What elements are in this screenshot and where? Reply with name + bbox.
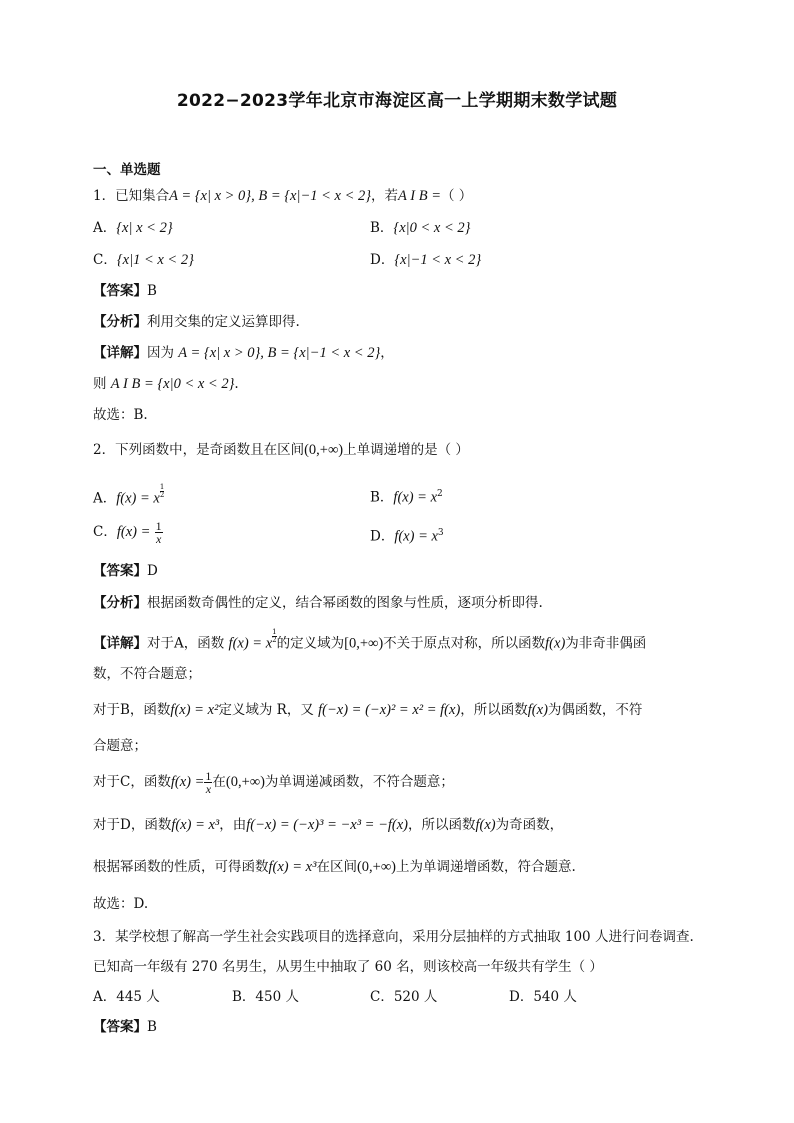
- q2-detail-line3: 对于B，函数f(x) = x²定义域为 R，又 f(−x) = (−x)² = x² = f(x)，所以函数f(x)为偶函数，不符: [93, 702, 643, 718]
- q2-stem: 2．下列函数中，是奇函数且在区间(0,+∞)上单调递增的是（ ）: [93, 442, 469, 458]
- q1-detail-line2: 则 A I B = {x|0 < x < 2}.: [93, 376, 239, 392]
- q3-option-d: D．540 人: [509, 989, 577, 1005]
- page-title: 2022−2023学年北京市海淀区高一上学期期末数学试题: [176, 91, 618, 111]
- q1-analysis: 【分析】利用交集的定义运算即得.: [93, 314, 300, 330]
- q1-conclusion: 故选：B.: [93, 407, 148, 423]
- q2-detail-line5: 对于C，函数f(x) = $\frac{1}{x}$ 在(0,+∞)为单调递减函数，不符合题意；: [93, 769, 454, 796]
- q3-stem-line2: 已知高一年级有 270 名男生，从男生中抽取了 60 名，则该校高一年级共有学生（ ）: [93, 959, 603, 975]
- q3-option-a: A．445 人: [93, 989, 160, 1005]
- q2-answer: 【答案】D: [93, 563, 158, 579]
- section-heading: 一、单选题: [93, 162, 161, 178]
- q3-option-c: C．520 人: [370, 989, 438, 1005]
- q2-detail-line1: 【详解】对于A，函数 f(x) = x $\frac{1}{2}$ 的定义域为[0,+∞)不关于原点对称，所以函数f(x)为非奇非偶函: [93, 628, 647, 652]
- q2-option-c: C．f(x) = $\frac{1}{x}$: [93, 519, 162, 546]
- q2-detail-line7: 根据幂函数的性质，可得函数f(x) = x³在区间(0,+∞)上为单调递增函数，符合题意.: [93, 859, 576, 875]
- q3-option-b: B．450 人: [232, 989, 299, 1005]
- q2-option-c-fraction: $\frac{1}{x}$: [155, 519, 162, 546]
- q2-detail-line6: 对于D，函数f(x) = x³，由f(−x) = (−x)³ = −x³ = −f(x)，所以函数f(x)为奇函数，: [93, 817, 564, 833]
- q2-conclusion: 故选：D.: [93, 896, 149, 912]
- q1-stem: 1．已知集合A = {x| x > 0}, B = {x|−1 < x < 2}，若A I B =（ ）: [93, 188, 473, 204]
- q2-option-d: D．$f(x) = x^3$: [370, 528, 444, 545]
- q2-option-b: B．$f(x) = x^2$: [370, 489, 443, 506]
- q1-detail-line1: 【详解】因为 A = {x| x > 0}, B = {x|−1 < x < 2}，: [93, 345, 394, 361]
- q2-analysis: 【分析】根据函数奇偶性的定义，结合幂函数的图象与性质，逐项分析即得.: [93, 595, 543, 611]
- q2-option-a-exponent: $\frac{1}{2}$: [159, 483, 165, 499]
- q2-detail-exponent: $\frac{1}{2}$: [272, 628, 277, 644]
- q3-answer: 【答案】B: [93, 1019, 157, 1035]
- q2-option-a: A．f(x) = x $\frac{1}{2}$: [93, 483, 165, 507]
- q1-option-d: D．{x|−1 < x < 2}: [370, 252, 482, 268]
- q1-option-b: B．{x|0 < x < 2}: [370, 220, 471, 236]
- q1-answer: 【答案】B: [93, 283, 157, 299]
- q1-option-a: A．{x| x < 2}: [93, 220, 173, 236]
- q2-detail-fraction: $\frac{1}{x}$: [205, 769, 212, 796]
- q2-detail-line4: 合题意；: [93, 738, 147, 754]
- q1-option-c: C．{x|1 < x < 2}: [93, 252, 194, 268]
- q2-detail-line2: 数，不符合题意；: [93, 666, 201, 682]
- q3-stem-line1: 3．某学校想了解高一学生社会实践项目的选择意向，采用分层抽样的方式抽取 100 人进行问卷调查.: [93, 929, 694, 945]
